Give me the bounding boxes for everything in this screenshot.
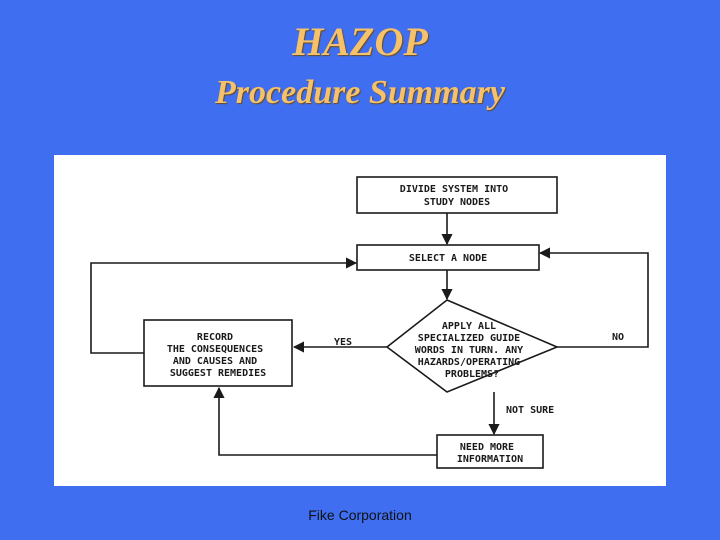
decision-line-4: HAZARDS/OPERATING <box>417 357 521 368</box>
info-line-1: NEED MORE <box>459 442 515 453</box>
not-sure-label: NOT SURE <box>506 405 555 416</box>
yes-label: YES <box>334 337 353 348</box>
decision-line-1: APPLY ALL <box>441 321 497 332</box>
flowchart-panel <box>54 155 666 486</box>
decision-line-5: PROBLEMS? <box>444 369 500 380</box>
select-node-text: SELECT A NODE <box>408 253 488 264</box>
decision-line-3: WORDS IN TURN. ANY <box>414 345 524 356</box>
info-box-text <box>457 442 523 465</box>
slide-subtitle: Procedure Summary <box>215 74 505 111</box>
record-box-text <box>167 332 269 379</box>
info-to-record-line <box>219 388 437 455</box>
footer-text: Fike Corporation <box>308 507 412 523</box>
no-loop-line <box>540 253 648 347</box>
record-line-2: THE CONSEQUENCES <box>166 344 264 355</box>
divide-box-text <box>400 184 514 208</box>
decision-line-2: SPECIALIZED GUIDE <box>417 333 521 344</box>
record-line-3: AND CAUSES AND <box>172 356 258 367</box>
record-line-4: SUGGEST REMEDIES <box>169 368 267 379</box>
divide-line-1: DIVIDE SYSTEM INTO <box>399 184 509 195</box>
flowchart-diagram <box>54 155 666 486</box>
no-label: NO <box>612 332 625 343</box>
slide-title: HAZOP <box>292 19 428 64</box>
info-line-2: INFORMATION <box>456 454 524 465</box>
divide-line-2: STUDY NODES <box>423 197 491 208</box>
decision-text <box>415 321 529 380</box>
record-line-1: RECORD <box>196 332 234 343</box>
